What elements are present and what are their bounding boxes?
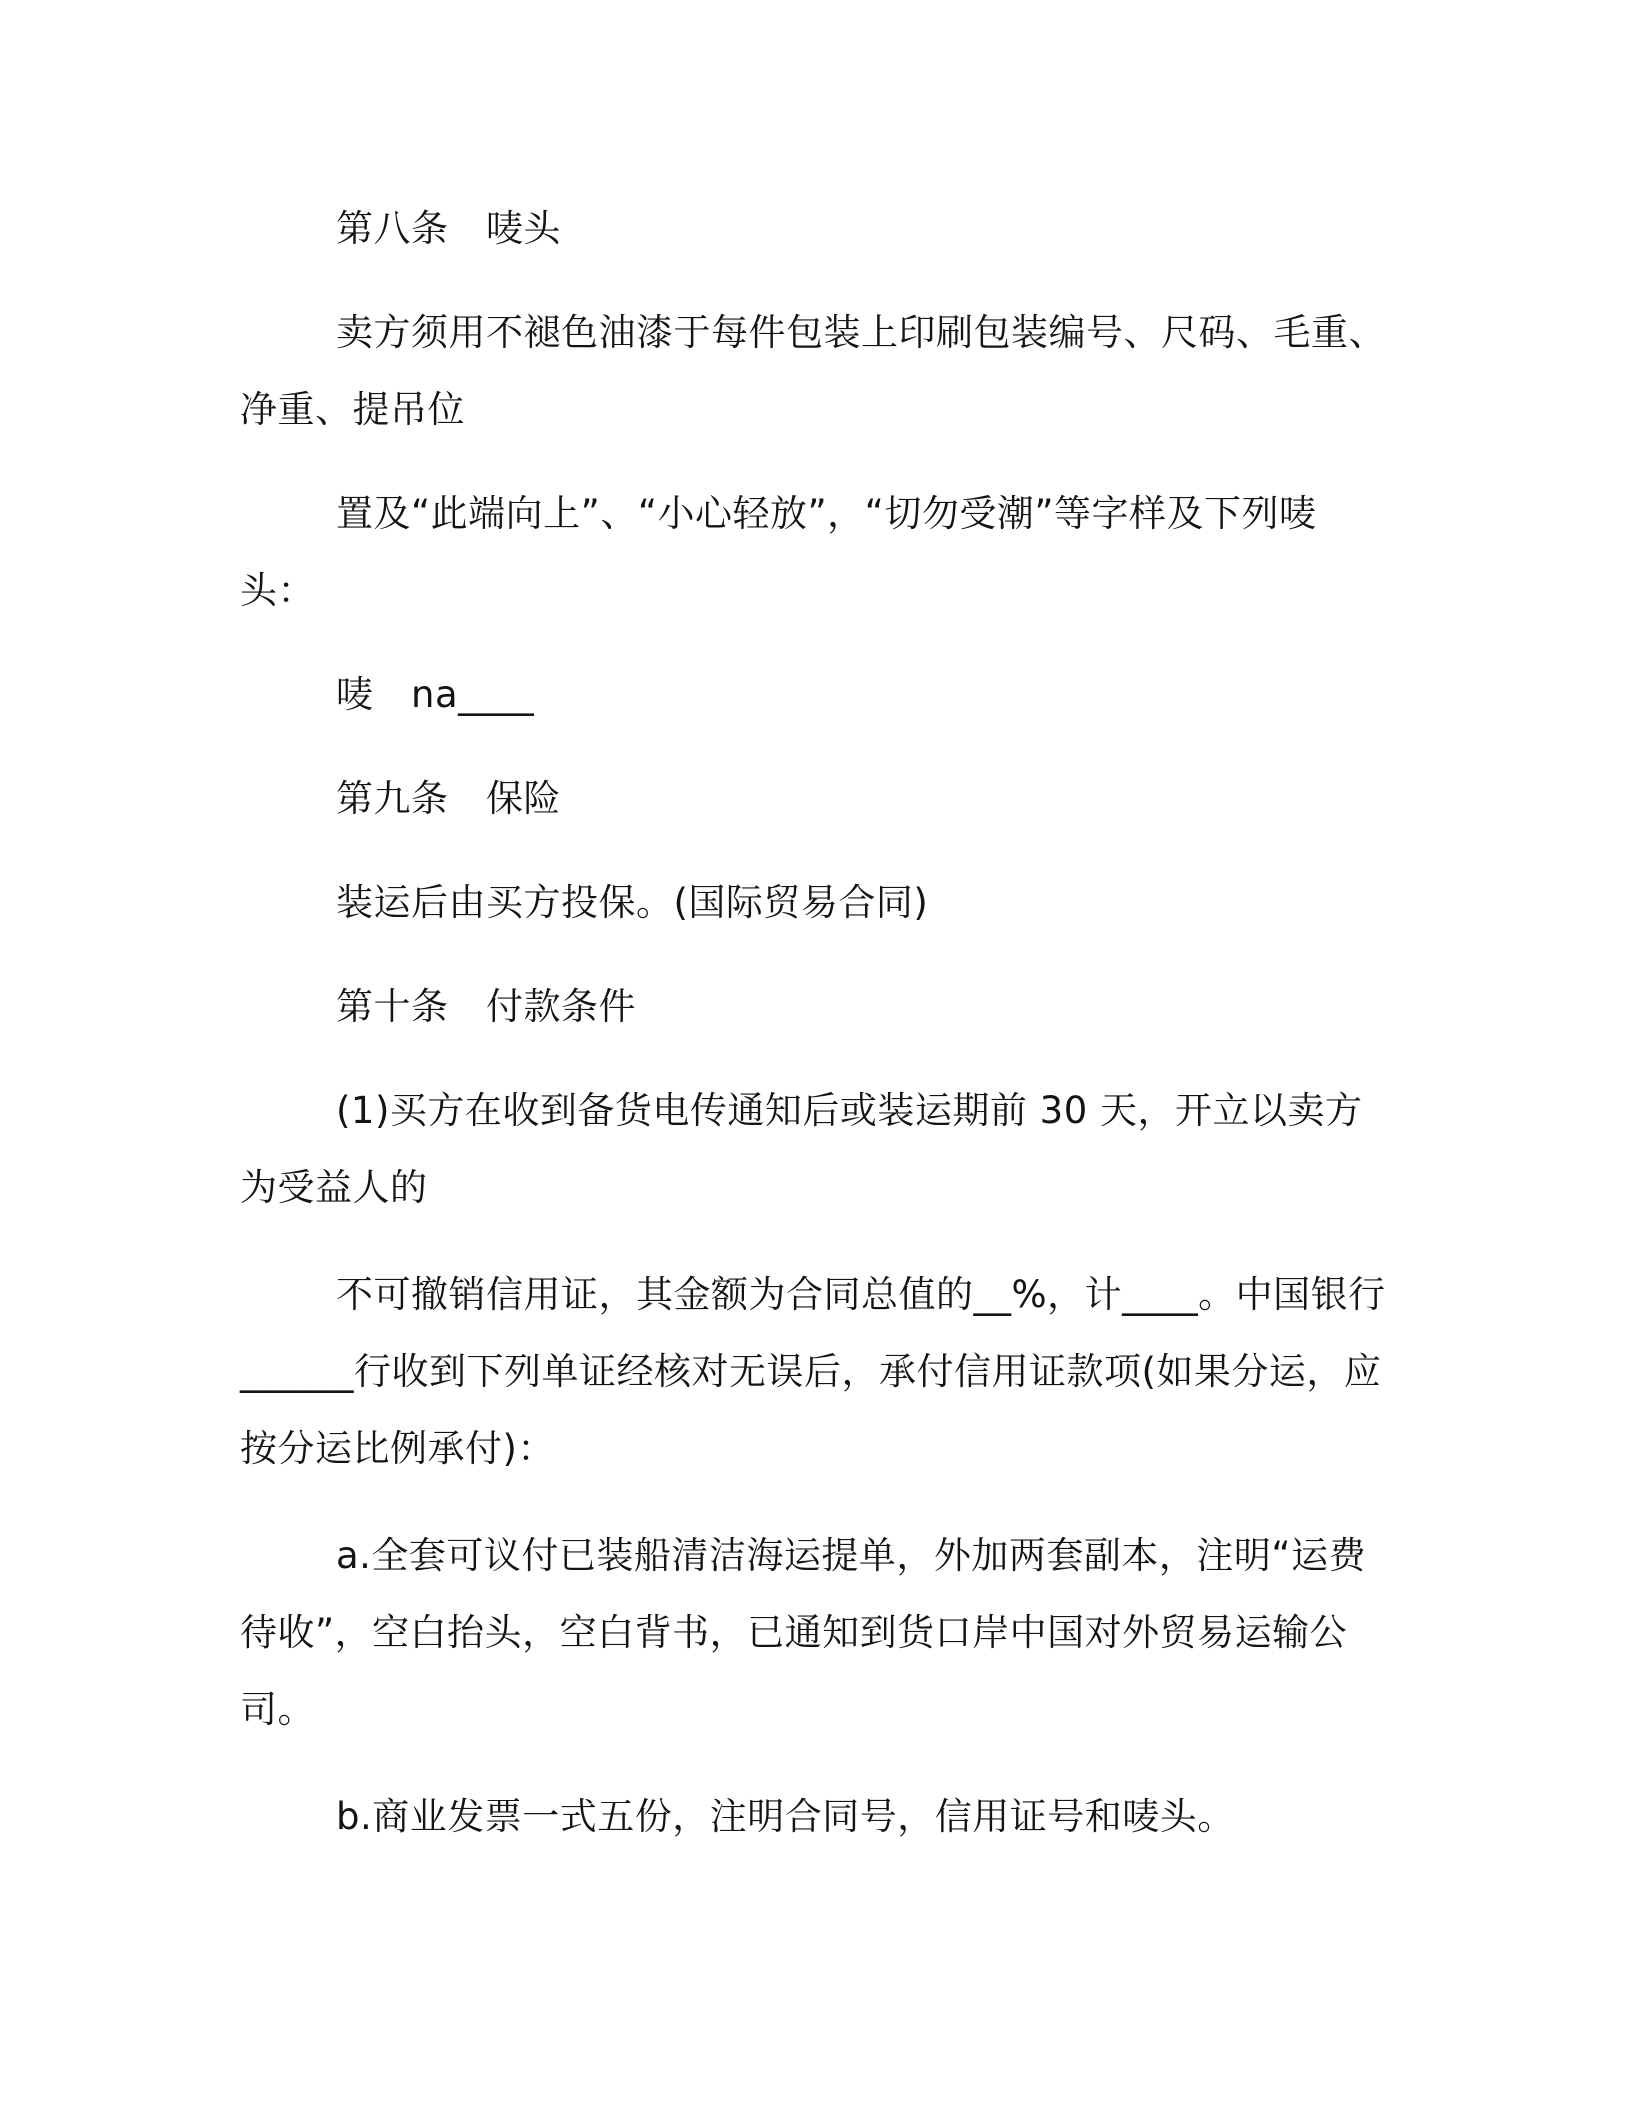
article-10-heading: 第十条 付款条件 <box>336 985 636 1028</box>
article-10-clause-1-continued: 不可撤销信用证，其金额为合同总值的__%，计____。中国银行______行收到下列单证经核对无误后，承付信用证款项(如果分运，应按分运比例承付)： <box>240 1273 1386 1470</box>
article-9-heading: 第九条 保险 <box>336 777 561 820</box>
article-8-paragraph-1: 卖方须用不褪色油漆于每件包装上印刷包装编号、尺码、毛重、净重、提吊位 <box>240 311 1386 431</box>
shipping-mark-line: 唛 na____ <box>336 673 535 716</box>
document-body <box>240 190 1388 1855</box>
article-9-paragraph: 装运后由买方投保。(国际贸易合同) <box>336 881 929 924</box>
article-10-item-b: b.商业发票一式五份，注明合同号，信用证号和唛头。 <box>336 1795 1235 1838</box>
article-10-clause-1: (1)买方在收到备货电传通知后或装运期前 30 天，开立以卖方为受益人的 <box>240 1089 1363 1209</box>
article-8-paragraph-2: 置及“此端向上”、“小心轻放”，“切勿受潮”等字样及下列唛头： <box>240 492 1317 612</box>
article-10-item-a: a.全套可议付已装船清洁海运提单，外加两套副本，注明“运费待收”，空白抬头，空白背书，已通知到货口岸中国对外贸易运输公司。 <box>240 1534 1367 1731</box>
article-8-heading: 第八条 唛头 <box>336 207 561 250</box>
